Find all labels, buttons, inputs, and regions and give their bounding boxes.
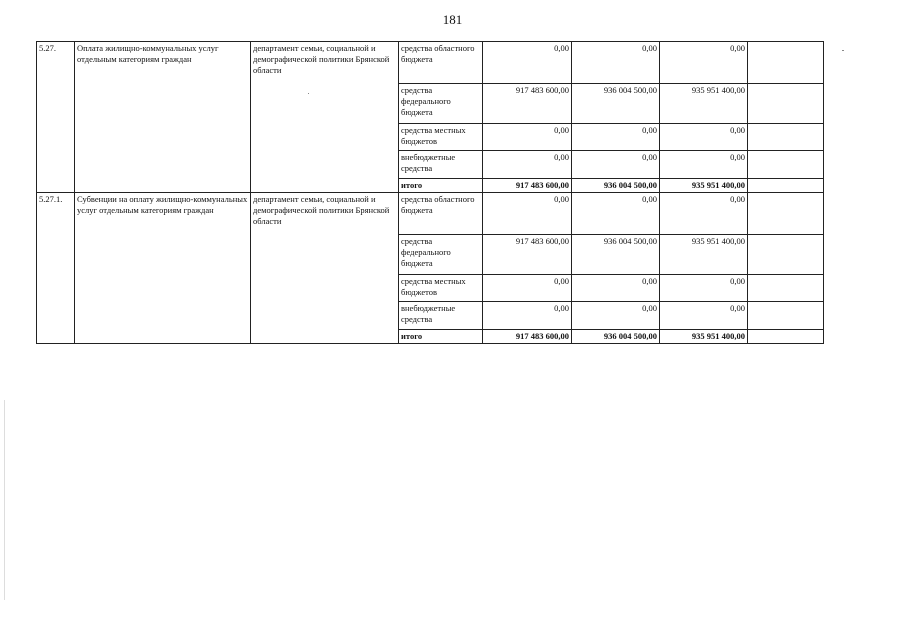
page-number: 181	[442, 12, 463, 27]
extra-cell	[748, 275, 824, 302]
total-value: 936 004 500,00	[572, 330, 660, 344]
value-cell: 935 951 400,00	[660, 235, 748, 275]
source-label: средства областного бюджета	[399, 42, 483, 84]
scan-edge	[4, 400, 5, 600]
value-cell: 0,00	[572, 42, 660, 84]
item-code: 5.27.	[37, 42, 75, 193]
value-cell: 0,00	[483, 275, 572, 302]
extra-cell	[748, 124, 824, 151]
total-label: итого	[399, 179, 483, 193]
total-value: 917 483 600,00	[483, 179, 572, 193]
extra-cell	[748, 179, 824, 193]
item-executor: департамент семьи, социальной и демографической политики Брянской области	[251, 193, 399, 344]
value-cell: 917 483 600,00	[483, 84, 572, 124]
item-name: Оплата жилищно-коммунальных услуг отдельным категориям граждан	[75, 42, 251, 193]
extra-cell	[748, 84, 824, 124]
table-row	[37, 193, 824, 235]
value-cell: 0,00	[483, 193, 572, 235]
value-cell: 0,00	[572, 275, 660, 302]
source-label: средства местных бюджетов	[399, 124, 483, 151]
extra-cell	[748, 42, 824, 84]
value-cell: 936 004 500,00	[572, 235, 660, 275]
source-label: средства местных бюджетов	[399, 275, 483, 302]
value-cell: 0,00	[572, 124, 660, 151]
extra-cell	[748, 235, 824, 275]
extra-cell	[748, 330, 824, 344]
value-cell: 0,00	[660, 302, 748, 330]
value-cell: 0,00	[660, 124, 748, 151]
extra-cell	[748, 302, 824, 330]
source-label: внебюджетные средства	[399, 151, 483, 179]
total-value: 917 483 600,00	[483, 330, 572, 344]
value-cell: 917 483 600,00	[483, 235, 572, 275]
value-cell: 0,00	[572, 193, 660, 235]
value-cell: 936 004 500,00	[572, 84, 660, 124]
source-label: средства федерального бюджета	[399, 235, 483, 275]
value-cell: 0,00	[483, 302, 572, 330]
table-row	[37, 42, 824, 84]
item-executor: департамент семьи, социальной и демографической политики Брянской области	[251, 42, 399, 193]
budget-table	[36, 41, 824, 344]
item-name: Субвенции на оплату жилищно-коммунальных услуг отдельным категориям граждан	[75, 193, 251, 344]
source-label: внебюджетные средства	[399, 302, 483, 330]
value-cell: 0,00	[572, 302, 660, 330]
total-value: 936 004 500,00	[572, 179, 660, 193]
extra-cell	[748, 151, 824, 179]
value-cell: 0,00	[660, 42, 748, 84]
source-label: средства федерального бюджета	[399, 84, 483, 124]
value-cell: 0,00	[660, 275, 748, 302]
total-value: 935 951 400,00	[660, 330, 748, 344]
total-label: итого	[399, 330, 483, 344]
source-label: средства областного бюджета	[399, 193, 483, 235]
value-cell: 0,00	[660, 193, 748, 235]
extra-cell	[748, 193, 824, 235]
value-cell: 0,00	[483, 42, 572, 84]
value-cell: 0,00	[660, 151, 748, 179]
total-value: 935 951 400,00	[660, 179, 748, 193]
value-cell: 0,00	[483, 124, 572, 151]
value-cell: 0,00	[483, 151, 572, 179]
scan-speck	[308, 93, 309, 94]
scan-speck	[842, 50, 844, 51]
value-cell: 935 951 400,00	[660, 84, 748, 124]
value-cell: 0,00	[572, 151, 660, 179]
item-code: 5.27.1.	[37, 193, 75, 344]
